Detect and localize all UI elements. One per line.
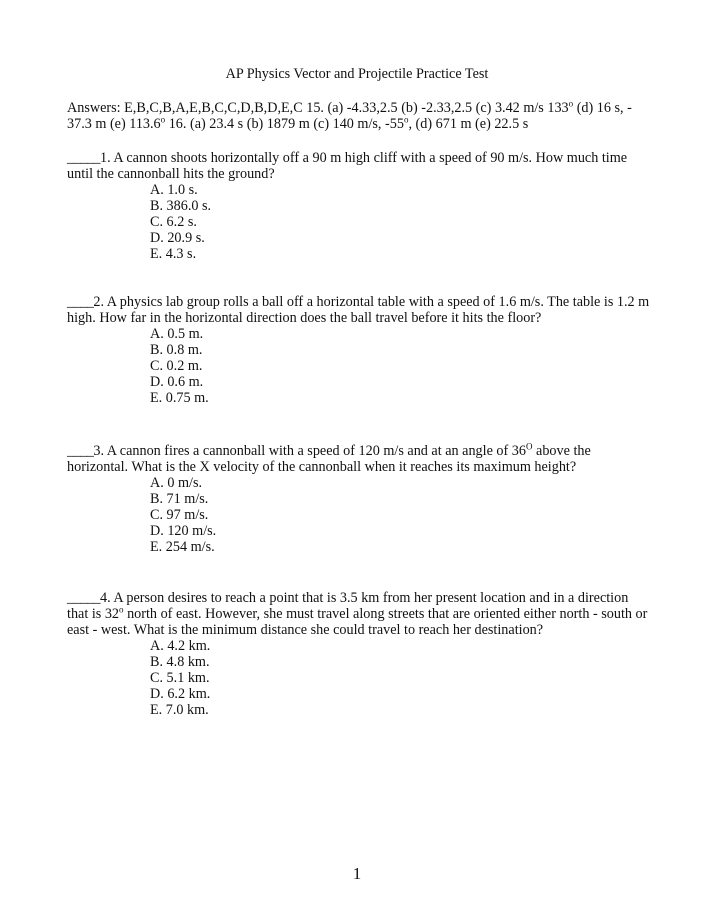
question-stem: 4. A person desires to reach a point that is 3.5 km from her present location and in a direction — [99, 590, 629, 606]
question-stem: north of east. However, she must travel along streets that are oriented either north - south or — [123, 606, 648, 622]
answer-key-text: (d) 16 s, - — [573, 100, 632, 116]
question-1 — [67, 150, 657, 262]
choice-b: B. 71 m/s. — [150, 491, 209, 507]
choice-e: E. 7.0 km. — [150, 702, 209, 718]
choice-e: E. 4.3 s. — [150, 246, 197, 262]
question-3 — [67, 443, 657, 555]
answer-blank: _____ — [67, 150, 100, 166]
question-stem: 2. A physics lab group rolls a ball off a horizontal table with a speed of 1.6 m/s. The table is 1.2 m — [93, 294, 650, 310]
page-title: AP Physics Vector and Projectile Practice Test — [225, 66, 489, 82]
question-text — [67, 150, 657, 166]
question-text — [67, 606, 657, 622]
question-text — [67, 294, 657, 310]
answer-blank: ____ — [67, 294, 94, 310]
degree-mark: o — [403, 114, 409, 125]
choice-c: C. 0.2 m. — [150, 358, 203, 374]
choice-a: A. 4.2 km. — [150, 638, 211, 654]
answer-blank: ____ — [67, 443, 94, 459]
degree-mark: o — [160, 114, 166, 125]
choice-d: D. 6.2 km. — [150, 686, 211, 702]
question-stem: that is 32 — [67, 606, 120, 622]
choice-a: A. 0.5 m. — [150, 326, 204, 342]
question-text: horizontal. What is the X velocity of the cannonball when it reaches its maximum height? — [67, 459, 577, 475]
choice-b: B. 4.8 km. — [150, 654, 210, 670]
choice-b: B. 0.8 m. — [150, 342, 203, 358]
question-text: east - west. What is the minimum distance she could travel to reach her destination? — [67, 622, 544, 638]
question-text — [67, 590, 657, 606]
answer-key-line-1 — [67, 100, 657, 116]
page-number: 1 — [352, 864, 362, 883]
answer-key-line-2 — [67, 116, 657, 132]
question-text: until the cannonball hits the ground? — [67, 166, 275, 182]
question-text — [67, 443, 657, 459]
question-stem: 3. A cannon fires a cannonball with a speed of 120 m/s and at an angle of 36 — [93, 443, 526, 459]
question-2 — [67, 294, 657, 406]
choice-c: C. 5.1 km. — [150, 670, 210, 686]
choice-c: C. 97 m/s. — [150, 507, 209, 523]
degree-mark: o — [119, 604, 124, 615]
question-text: high. How far in the horizontal direction does the ball travel before it hits the floor? — [67, 310, 542, 326]
degree-mark: o — [568, 98, 574, 109]
choice-list — [67, 638, 657, 718]
answer-key-text: , (d) 671 m (e) 22.5 s — [408, 116, 529, 132]
answer-key-text: 37.3 m (e) 113.6 — [67, 116, 161, 132]
answer-blank: _____ — [67, 590, 100, 606]
choice-c: C. 6.2 s. — [150, 214, 197, 230]
choice-e: E. 0.75 m. — [150, 390, 209, 406]
choice-d: D. 20.9 s. — [150, 230, 205, 246]
degree-mark: O — [525, 441, 533, 452]
choice-b: B. 386.0 s. — [150, 198, 212, 214]
choice-list — [67, 326, 657, 406]
choice-a: A. 0 m/s. — [150, 475, 203, 491]
choice-d: D. 120 m/s. — [150, 523, 217, 539]
choice-a: A. 1.0 s. — [150, 182, 198, 198]
choice-list — [67, 182, 657, 262]
choice-d: D. 0.6 m. — [150, 374, 204, 390]
answer-key-text: Answers: E,B,C,B,A,E,B,C,C,D,B,D,E,C 15. (a) -4.33,2.5 (b) -2.33,2.5 (c) 3.42 m/s 133 — [67, 100, 569, 116]
question-4 — [67, 590, 657, 718]
question-stem: 1. A cannon shoots horizontally off a 90 m high cliff with a speed of 90 m/s. How much time — [99, 150, 628, 166]
answer-key-text: 16. (a) 23.4 s (b) 1879 m (c) 140 m/s, -55 — [165, 116, 404, 132]
answer-key — [67, 100, 657, 132]
choice-list — [67, 475, 657, 555]
question-stem: above the — [532, 443, 591, 459]
choice-e: E. 254 m/s. — [150, 539, 215, 555]
